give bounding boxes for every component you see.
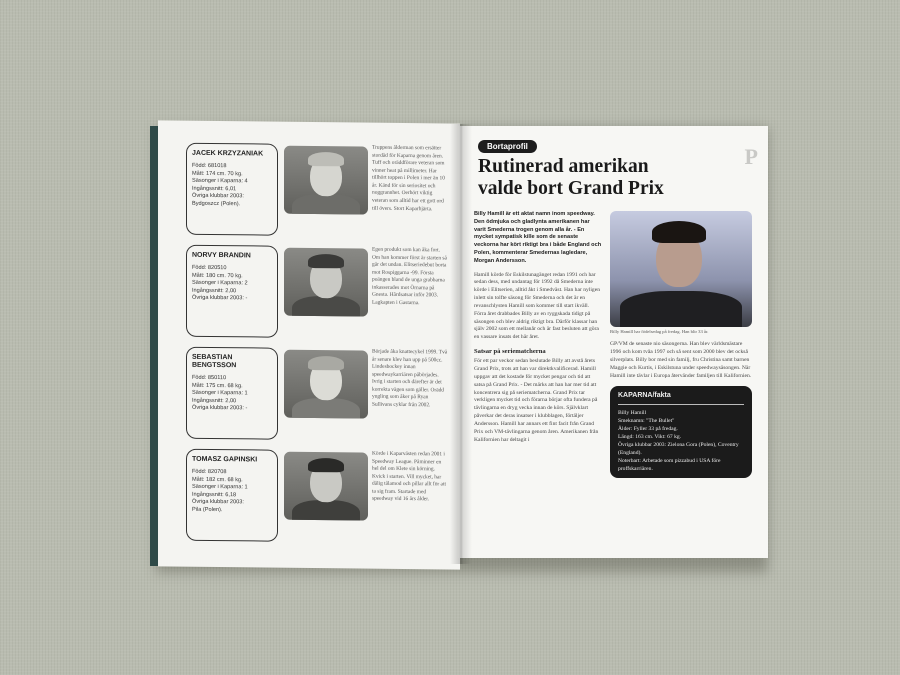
facts-line: Smeknamn: "The Bullet" bbox=[618, 417, 675, 424]
rider-card bbox=[186, 143, 448, 246]
rider-stat: Ingångssnitt: 6,01 bbox=[192, 185, 237, 192]
rider-card bbox=[186, 449, 448, 552]
headline-line: Rutinerad amerikan bbox=[478, 156, 649, 177]
article-paragraph: Hamill körde för Eskilstunagänget redan 1991 och har sedan dess, med undantag för 1992 då Smederna inte körde i Elitserien, alltid åkt i Smedväst. Han har nyligen inlett sin tolfte säsong för Smederna och det är en revanschlysten Hamill som kommer till start ikväll. Förra året drabbades Billy av en ryggskada tidigt på säsongen och blev aldrig riktigt bra. Därför klassar han själv 2002 som ett mellanår och är fast besluten att göra en vassare insats det här året. bbox=[474, 271, 600, 341]
rider-name: JACEK KRZYZANIAK bbox=[192, 149, 264, 158]
left-page bbox=[158, 120, 460, 569]
rider-photo bbox=[284, 452, 368, 521]
rider-stat: Född: 850110 bbox=[192, 374, 227, 382]
rider-stat: Mått: 182 cm. 68 kg. bbox=[192, 476, 243, 483]
facts-line: Längd: 163 cm. Vikt: 67 kg. bbox=[618, 433, 682, 440]
rider-stats-box bbox=[186, 449, 278, 542]
rider-stat: Övriga klubbar 2003: - bbox=[192, 295, 248, 302]
article-paragraph: För ett par veckor sedan beslutade Billy att avstå årets Grand Prix, trots att han var direktkvalificerad. Hamill uppgav att det kostade för mycket pengar och tid att satsa på Grand Prix. - Det märks att han har mer tid att koncentrera sig på seriematcherna. Grand Prix tar verkligen mycket tid och förarna börjar ofta fundera på tävlingarna en dryg vecka innan de körs. Självklart påverkar det deras insatser i klubblagen, förtäljer Andersson. Hamill har annars ett fint facit från Grand Prix och VM-tävlingarna genom åren. Amerikanen från Kalifornien har deltagit i bbox=[474, 358, 599, 443]
rider-stats-box bbox=[186, 347, 278, 440]
headline-line: valde bort Grand Prix bbox=[478, 178, 664, 200]
rider-stat: Säsonger i Kaparna: 4 bbox=[192, 177, 248, 185]
rider-stat: Bydgoszcz (Polen). bbox=[192, 200, 241, 208]
facts-line: Ålder: Fyller 33 på fredag. bbox=[618, 425, 678, 432]
section-tag: Bortaprofil bbox=[478, 140, 537, 153]
rider-stat: Pila (Polen). bbox=[192, 506, 223, 513]
open-booklet bbox=[150, 118, 768, 570]
rider-name: TOMASZ GAPINSKI bbox=[192, 455, 258, 464]
rider-bio: Egen produkt som kan åka fort. Om han kommer först är starten så går det undan. Elitseriedebut borta mot Rospiggarna -99. Första poängen bland de unga grabbarna inkasserades mot Örnarna på Gnesta. Hårdsatsar inför 2003. Lagkapten i Gastarna. bbox=[372, 246, 447, 307]
rider-stat: Mått: 174 cm. 70 kg. bbox=[192, 170, 243, 177]
rider-photo bbox=[284, 146, 368, 215]
article-column-left bbox=[474, 211, 602, 479]
article-subhead: Satsar på seriematcherna bbox=[474, 348, 546, 356]
rider-stat: Född: 820708 bbox=[192, 468, 227, 476]
rider-stats-box bbox=[186, 143, 278, 236]
rider-photo bbox=[284, 248, 368, 317]
rider-bio: Körde i Kaparvästen redan 2001 i Speedway League. Påminner en hel del om Klete sin körning. Kvick i starten. Vill mycket, har dålig tålamod och pillar allt för att ta sig fram. Startade med speedway vid 16 års ålder. bbox=[372, 450, 446, 503]
rider-stat: Född: 681018 bbox=[192, 162, 227, 170]
facts-line: Övriga klubbar 2003: Zielona Gora (Polen), Coventry (England). bbox=[618, 441, 739, 457]
facts-line: Billy Hamill bbox=[618, 409, 647, 416]
rider-photo bbox=[284, 350, 368, 419]
rider-bio: Började åka knattecykel 1999. Två år senare klev han upp på 500cc. Lindesbockey innan speedwaykarriären påbörjades. Ivrig i starten och därefter är det korrekta vägen som gäller. Orädd yngling som åker på Ryan Sullivans cyklar från 2002. bbox=[372, 348, 448, 409]
ghost-letter: P bbox=[744, 144, 758, 169]
rider-card bbox=[186, 245, 448, 348]
rider-stat: Mått: 180 cm. 70 kg. bbox=[192, 272, 243, 279]
portrait-photo bbox=[610, 211, 752, 327]
article-body bbox=[474, 211, 752, 479]
article-column-right bbox=[610, 211, 752, 479]
rider-stat: Säsonger i Kaparna: 1 bbox=[192, 483, 248, 491]
rider-stat: Ingångssnitt: 6,18 bbox=[192, 491, 237, 498]
rider-stat: Övriga klubbar 2003: - bbox=[192, 405, 248, 412]
rider-stat: Ingångssnitt: 2,00 bbox=[192, 287, 237, 294]
rider-name: NORVY BRANDIN bbox=[192, 251, 251, 260]
right-page bbox=[458, 126, 768, 558]
article-paragraph: GP/VM de senaste nio säsongerna. Han blev världsmästare 1996 och kom tvåa 1997 och så sent som 2000 blev det också silverplats. Billy bor med sin familj, fru Christina samt barnen Maggie och Kurtis, i Eskilstuna under speedwaysäsongen. När Hamill inte tävlar i Europa återvänder familjen till Kalifornien. bbox=[610, 341, 752, 379]
rider-stat: Född: 820510 bbox=[192, 264, 227, 272]
facts-title: KAPARNA/fakta bbox=[618, 391, 744, 404]
rider-bio: Truppens ålderman som ersätter stordåd för Kaparna genom åren. Tuff och oräddförare veteran som vinner heat på millimeter. Har tillhört toppen i Polen i mer än 10 år. Känd för sin seriositet och noggrannhet. Oerhört viktig veteran som alltid har ett gott ord till övers. Stort Kaparhjärta. bbox=[372, 144, 445, 212]
facts-box bbox=[610, 386, 752, 478]
rider-stats-box bbox=[186, 245, 278, 338]
rider-stat: Säsonger i Kaparna: 2 bbox=[192, 279, 248, 287]
rider-stat: Övriga klubbar 2003: bbox=[192, 499, 244, 506]
facts-line: Noterbart: Arbetade som pizzabud i USA före proffskarriären. bbox=[618, 458, 721, 473]
rider-stat: Mått: 175 cm. 68 kg. bbox=[192, 382, 243, 389]
photo-caption: Billy Hamill har födelsedag på fredag. Han blir 33 år. bbox=[610, 328, 709, 334]
rider-stat: Säsonger i Kaparna: 1 bbox=[192, 389, 248, 397]
article-lead: Billy Hamill är ett aktat namn inom speedway. Den ödmjuka och gladlynta amerikanen har varit Smederna trogen genom alla år. - En mycket sympatisk kille som de senaste veckorna har kört riktigt bra i både England och Polen, kommenterar Smedernas lagledare, Morgan Andersson. bbox=[474, 210, 602, 264]
rider-stat: Ingångssnitt: 2,00 bbox=[192, 397, 237, 404]
rider-name: SEBASTIAN BENGTSSON bbox=[192, 353, 237, 370]
rider-stat: Övriga klubbar 2003: bbox=[192, 193, 244, 200]
headline bbox=[478, 156, 752, 201]
rider-card bbox=[186, 347, 448, 450]
